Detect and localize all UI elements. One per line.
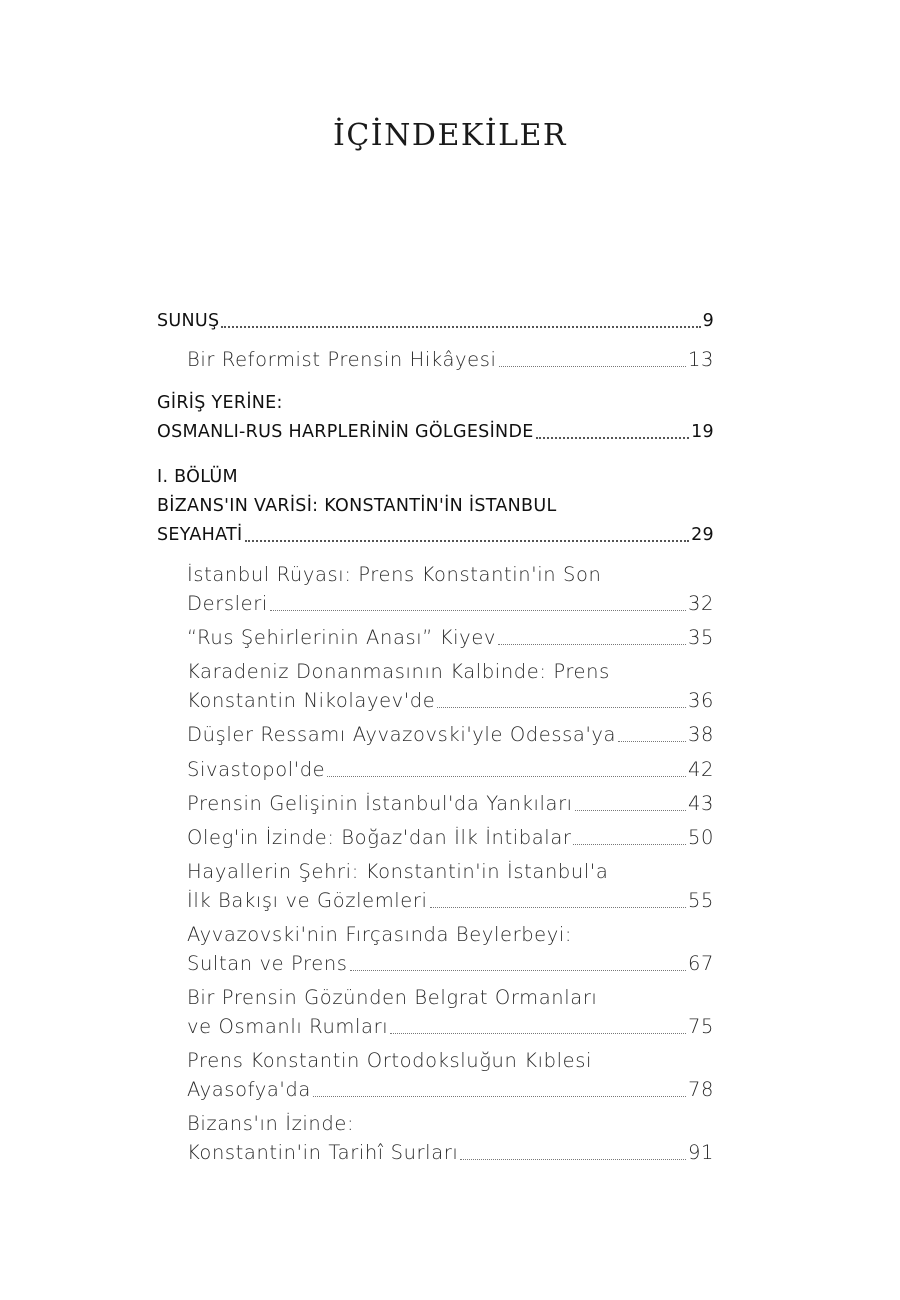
leader-dots: [437, 706, 686, 708]
toc-page-number: 75: [687, 1015, 714, 1038]
toc-entry-text: Ayasofya'da: [187, 1078, 311, 1101]
toc-entry: [187, 343, 714, 373]
toc-entry-text: Sivastopol'de: [187, 758, 326, 781]
toc-entry: [187, 655, 714, 685]
toc-entry-text: GİRİŞ YERİNE:: [157, 393, 283, 413]
leader-dots: [460, 1158, 686, 1160]
toc-entry-text: Bizans'ın İzinde:: [187, 1112, 355, 1135]
toc-entry: [187, 587, 714, 617]
toc-entry-text: Prensin Gelişinin İstanbul'da Yankıları: [187, 792, 573, 815]
leader-dots: [536, 436, 690, 439]
toc-entry-text: Ayvazovski'nin Fırçasında Beylerbeyi:: [187, 923, 573, 946]
toc-entry-text: OSMANLI-RUS HARPLERİNİN GÖLGESİNDE: [157, 422, 534, 442]
leader-dots: [573, 843, 686, 845]
toc-entry: [187, 558, 714, 588]
leader-dots: [270, 609, 686, 611]
toc-entry-text: İstanbul Rüyası: Prens Konstantin'in Son: [187, 563, 602, 586]
leader-dots: [350, 969, 686, 971]
toc-entry: [187, 1136, 714, 1166]
toc-entry-text: SEYAHATİ: [157, 525, 243, 545]
leader-dots: [498, 643, 686, 645]
toc-page-number: 78: [687, 1078, 714, 1101]
toc-entry: [187, 684, 714, 714]
toc-entry: [187, 753, 714, 783]
toc-page-number: 13: [687, 348, 714, 371]
leader-dots: [430, 906, 686, 908]
toc-entry: [187, 918, 714, 948]
toc-entry: [187, 621, 714, 651]
toc-heading: [157, 386, 714, 416]
toc-entry: [157, 415, 714, 445]
toc-page-number: 19: [691, 422, 714, 442]
toc-entry: [187, 1107, 714, 1137]
toc-page-number: 35: [687, 626, 714, 649]
toc-page-number: 29: [691, 525, 714, 545]
leader-dots: [499, 365, 686, 367]
toc-entry: [157, 518, 714, 548]
toc-entry: [187, 787, 714, 817]
toc-page-number: 55: [687, 889, 714, 912]
leader-dots: [618, 740, 686, 742]
toc-entry: [187, 855, 714, 885]
toc-page-number: 43: [687, 792, 714, 815]
toc-entry-text: Düşler Ressamı Ayvazovski'yle Odessa'ya: [187, 723, 617, 746]
toc-entry-text: I. BÖLÜM: [157, 467, 238, 487]
toc-entry: [187, 718, 714, 748]
toc-entry-text: “Rus Şehirlerinin Anası” Kiyev: [187, 626, 497, 649]
leader-dots: [221, 325, 700, 328]
toc-entry-text: Prens Konstantin Ortodoksluğun Kıblesi: [187, 1049, 593, 1072]
toc-entry: [187, 821, 714, 851]
toc-entry: [187, 884, 714, 914]
leader-dots: [575, 809, 686, 811]
toc-heading: [157, 460, 714, 490]
toc-entry-text: Bir Prensin Gözünden Belgrat Ormanları: [187, 986, 598, 1009]
toc-page-number: 36: [687, 689, 714, 712]
toc-entry-text: Dersleri: [187, 592, 268, 615]
leader-dots: [313, 1095, 686, 1097]
toc-entry: [187, 1073, 714, 1103]
page-title: İÇİNDEKİLER: [332, 118, 568, 153]
toc-page-number: 91: [687, 1141, 714, 1164]
toc-entry-text: ve Osmanlı Rumları: [187, 1015, 389, 1038]
leader-dots: [327, 775, 686, 777]
toc-heading: [157, 489, 714, 519]
toc-entry-text: Hayallerin Şehri: Konstantin'in İstanbul'a: [187, 860, 609, 883]
toc-entry-text: Karadeniz Donanmasının Kalbinde: Prens: [187, 660, 610, 683]
toc-entry-text: BİZANS'IN VARİSİ: KONSTANTİN'İN İSTANBUL: [157, 496, 557, 516]
toc-entry: [187, 1010, 714, 1040]
toc-page-number: 50: [687, 826, 714, 849]
toc-page-number: 38: [687, 723, 714, 746]
toc-page-number: 42: [687, 758, 714, 781]
toc-entry: [187, 947, 714, 977]
leader-dots: [390, 1032, 686, 1034]
leader-dots: [245, 539, 690, 542]
toc-entry-text: Konstantin Nikolayev'de: [187, 689, 436, 712]
toc-page-number: 9: [702, 311, 714, 331]
toc-entry-text: Sultan ve Prens: [187, 952, 348, 975]
toc-entry-text: Konstantin'in Tarihî Surları: [187, 1141, 459, 1164]
toc-entry-text: İlk Bakışı ve Gözlemleri: [187, 889, 428, 912]
toc-entry-text: SUNUŞ: [157, 311, 220, 331]
toc-entry-sunus: [157, 304, 714, 334]
toc-entry: [187, 981, 714, 1011]
toc-entry-text: Oleg'in İzinde: Boğaz'dan İlk İntibalar: [187, 826, 572, 849]
toc-entry-text: Bir Reformist Prensin Hikâyesi: [187, 348, 497, 371]
toc-page-number: 32: [687, 592, 714, 615]
toc-entry: [187, 1044, 714, 1074]
toc-page-number: 67: [687, 952, 714, 975]
